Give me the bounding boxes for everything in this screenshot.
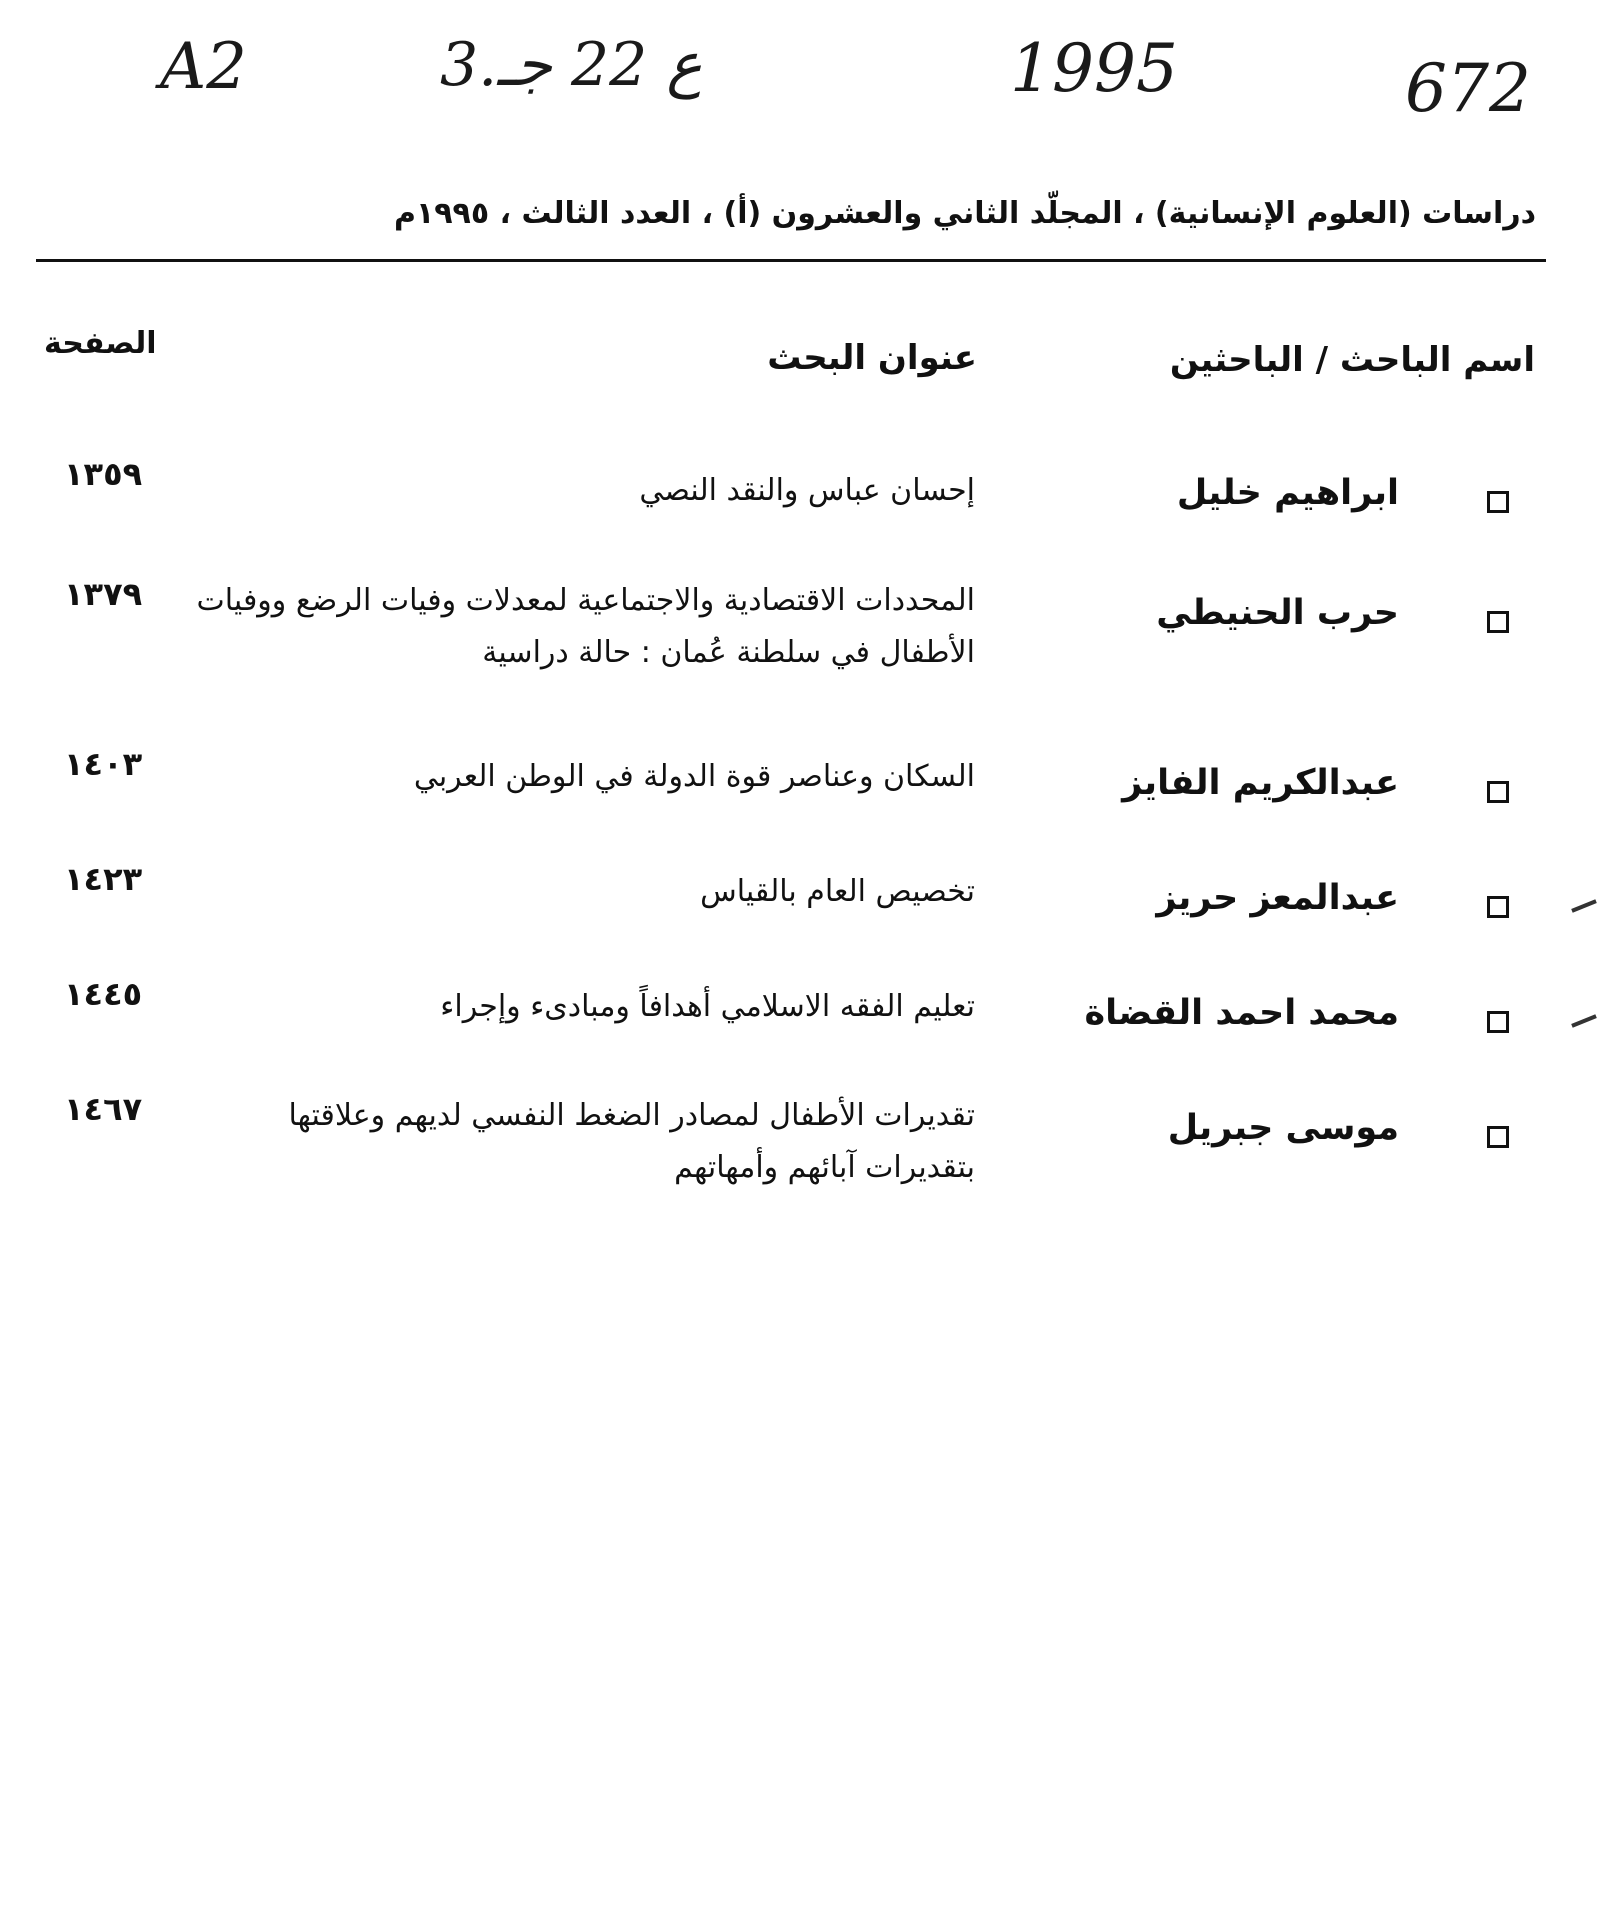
handwritten-year: 1995: [1010, 30, 1178, 107]
page-number: ١٤٦٧: [64, 1090, 143, 1128]
checkbox-icon: [1487, 1126, 1509, 1148]
handwritten-label: A2: [160, 30, 247, 104]
margin-tick-mark: [1571, 899, 1597, 912]
researcher-name: عبدالكريم الفايز: [1122, 763, 1399, 803]
researcher-name: موسى جبريل: [1167, 1108, 1399, 1148]
handwritten-number: 672: [1405, 50, 1531, 127]
checkbox-icon: [1487, 491, 1509, 513]
journal-title-line: دراسات (العلوم الإنسانية) ، المجلّد الثاني والعشرون (أ) ، العدد الثالث ، ١٩٩٥م: [393, 196, 1536, 231]
paper-title: تقديرات الأطفال لمصادر الضغط النفسي لديهم وعلاقتها بتقديرات آبائهم وأمهاتهم: [288, 1098, 975, 1185]
handwritten-code: 3.ع 22 جـ: [440, 30, 703, 100]
paper-title: السكان وعناصر قوة الدولة في الوطن العربي: [413, 759, 975, 794]
researcher-name: محمد احمد القضاة: [1084, 993, 1399, 1033]
page-number: ١٣٥٩: [64, 455, 143, 493]
checkbox-icon: [1487, 611, 1509, 633]
handwritten-annotations: [0, 20, 1597, 130]
researcher-name: عبدالمعز حريز: [1156, 878, 1399, 918]
paper-title: تعليم الفقه الاسلامي أهدافاً ومبادىء وإجراء: [440, 989, 975, 1024]
researcher-name: ابراهيم خليل: [1176, 473, 1399, 513]
header-divider: [36, 259, 1546, 262]
page-number: ١٣٧٩: [64, 575, 143, 613]
page-number: ١٤٤٥: [64, 975, 143, 1013]
journal-header: [36, 190, 1546, 262]
checkbox-icon: [1487, 896, 1509, 918]
page-number: ١٤٢٣: [64, 860, 143, 898]
margin-tick-mark: [1571, 1014, 1597, 1027]
paper-title: تخصيص العام بالقياس: [700, 874, 975, 909]
column-header-researcher: اسم الباحث / الباحثين: [1169, 340, 1535, 380]
paper-title: المحددات الاقتصادية والاجتماعية لمعدلات وفيات الرضع ووفيات الأطفال في سلطنة عُمان : حالة دراسية: [196, 583, 975, 670]
checkbox-icon: [1487, 1011, 1509, 1033]
column-header-page: الصفحة: [44, 326, 157, 361]
column-header-title: عنوان البحث: [767, 338, 977, 378]
checkbox-icon: [1487, 781, 1509, 803]
page-number: ١٤٠٣: [64, 745, 143, 783]
researcher-name: حرب الحنيطي: [1156, 593, 1399, 633]
paper-title: إحسان عباس والنقد النصي: [639, 473, 975, 508]
